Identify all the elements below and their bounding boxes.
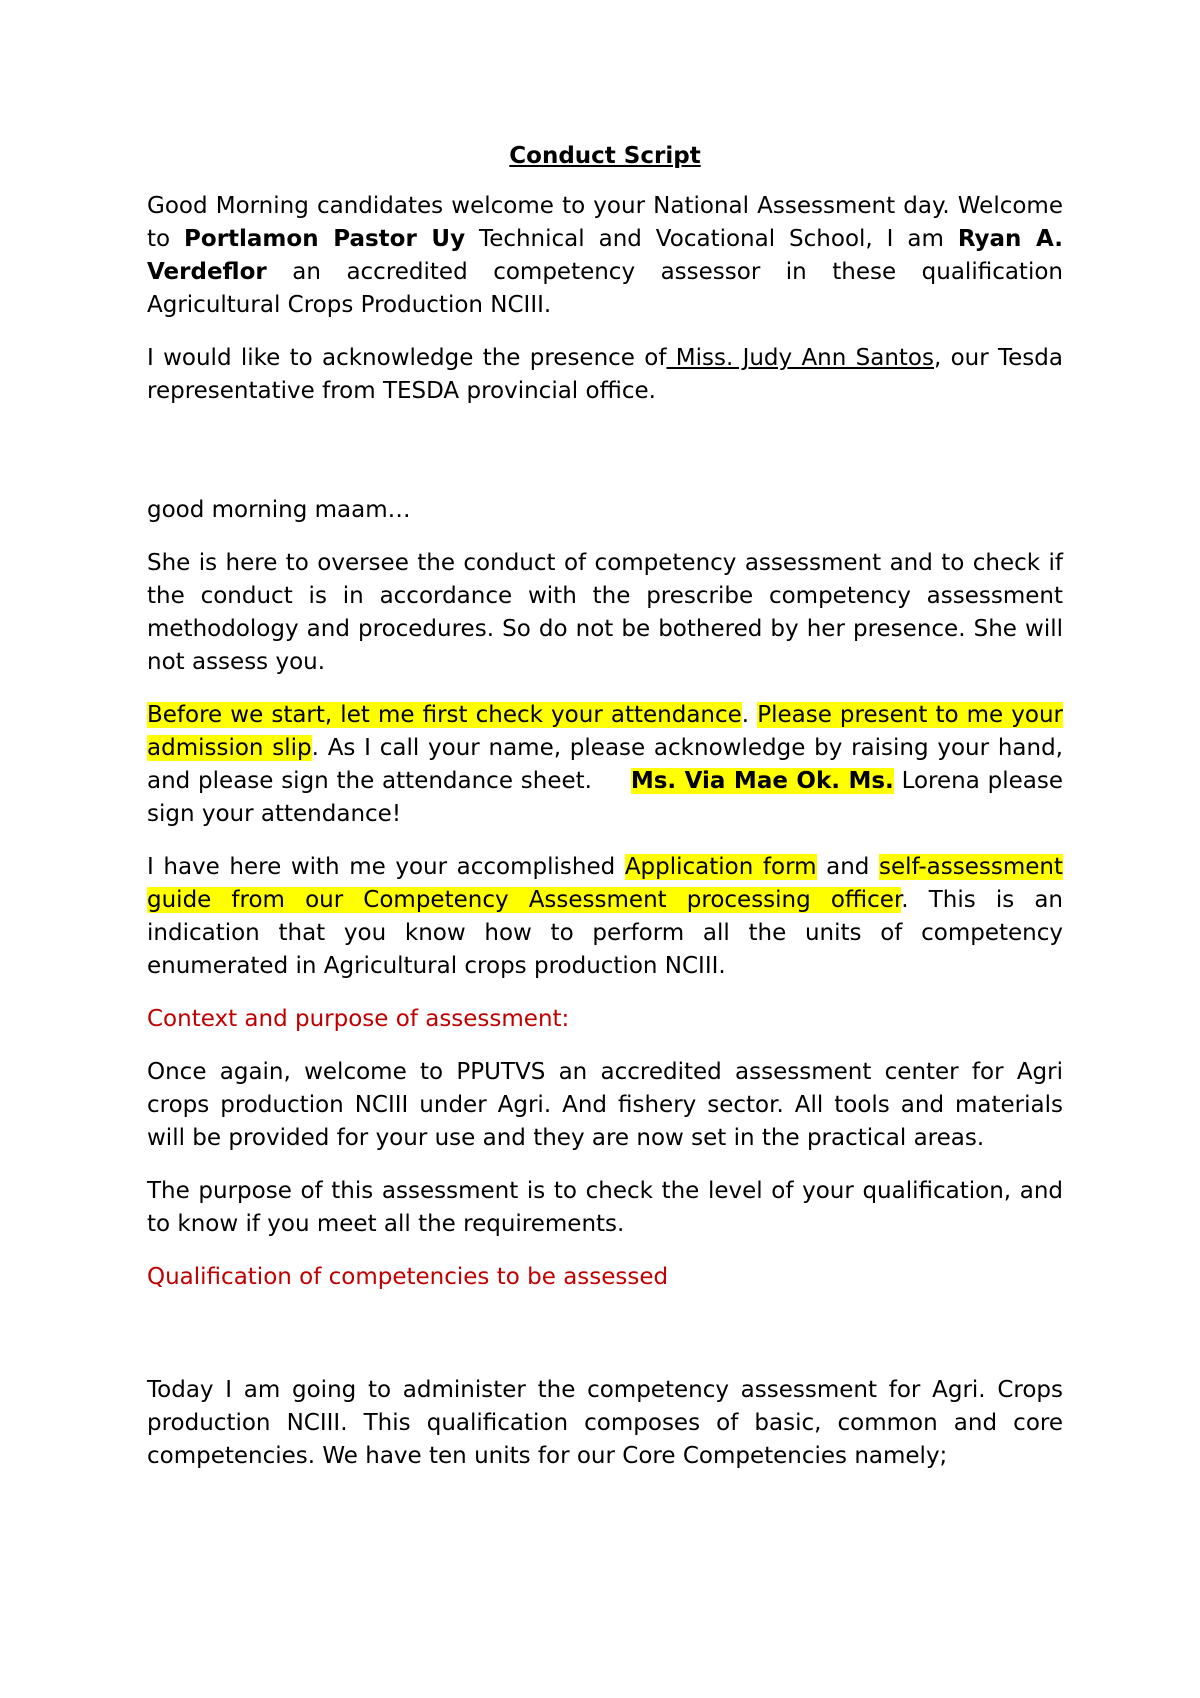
welcome-again-paragraph: Once again, welcome to PPUTVS an accredited assessment center for Agri crops production NCIII under Agri. And fishery sector. All tools and materials will be provided for your use and they are now set in the practical areas. [147, 1059, 1063, 1151]
administer-paragraph: Today I am going to administer the competency assessment for Agri. Crops production NCIII. This qualification composes of basic, common and core competencies. We have ten units for our Core Competencies namely; [147, 1377, 1063, 1469]
acknowledge-text: I would like to acknowledge the presence of [147, 345, 667, 371]
application-text-3: . This is an indication that you know how to perform all the units of competency enumerated in Agricultural crops production NCIII. [147, 887, 1063, 979]
qualification-heading: Qualification of competencies to be assessed [147, 1264, 669, 1290]
self-assessment-highlight: self-assessment guide from our Competency Assessment processing officer [147, 854, 1063, 913]
oversee-paragraph: She is here to oversee the conduct of competency assessment and to check if the conduct is in accordance with the prescribe competency assessment methodology and procedures. So do not be bothered by her presence. She will not assess you. [147, 550, 1063, 675]
attendance-text-3: Lorena please sign your attendance! [147, 768, 1063, 827]
good-morning-paragraph: good morning maam… [147, 497, 411, 523]
attendance-highlight: Before we start, let me first check your attendance [147, 702, 742, 728]
greeting-paragraph [147, 190, 1063, 322]
names-highlight: Ms. Via Mae Ok. Ms. [630, 768, 894, 794]
representative-name: Miss. Judy Ann Santos [666, 345, 934, 371]
context-heading: Context and purpose of assessment: [147, 1006, 570, 1032]
attendance-text-2: . As I call your name, please acknowledge by raising your hand, and please sign the attendance sheet. [147, 735, 1071, 794]
assessor-name: Ryan A. Verdeflor [147, 226, 1063, 285]
document-page [147, 140, 1071, 1493]
application-text-2: and [816, 854, 879, 880]
application-form-highlight: Application form [624, 854, 817, 880]
document-title: Conduct Script [509, 143, 701, 169]
acknowledge-paragraph [147, 342, 1063, 408]
purpose-paragraph: The purpose of this assessment is to check the level of your qualification, and to know if you meet all the requirements. [147, 1178, 1063, 1237]
greeting-text-2: Technical and Vocational School, I am [465, 226, 958, 252]
admission-slip-highlight: Please present to me your admission slip [147, 702, 1063, 761]
attendance-paragraph [147, 699, 1071, 831]
greeting-text: Good Morning candidates welcome to your National Assessment day. Welcome to [147, 193, 1063, 252]
greeting-text-3: an accredited competency assessor in these qualification Agricultural Crops Production NCIII. [147, 259, 1063, 318]
acknowledge-text-2: , our Tesda representative from TESDA provincial office. [147, 345, 1063, 404]
attendance-text: . [741, 702, 758, 728]
application-text: I have here with me your accomplished [147, 854, 625, 880]
application-paragraph [147, 851, 1063, 983]
school-name: Portlamon Pastor Uy [184, 226, 466, 252]
